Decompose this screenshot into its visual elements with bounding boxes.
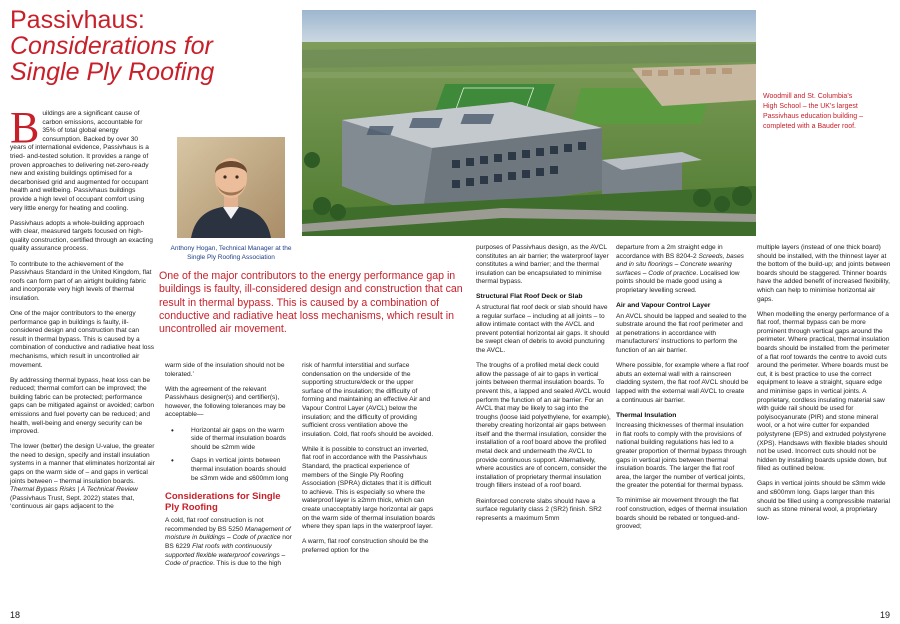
paragraph: Where possible, for example where a flat roof abuts an external wall with a rainscreen cladding system, the flat roof AVCL should be lapped with the external wall AVCL to create a continuous air barrier. <box>616 362 749 404</box>
paragraph <box>616 244 749 296</box>
list-item: • Horizontal air gaps on the warm side of thermal insulation boards should be ≤2mm wide <box>165 427 293 453</box>
subheading: Thermal Insulation <box>616 411 677 419</box>
paragraph: With the agreement of the relevant Passivhaus designer(s) and certifier(s), however, the following tolerances may be acceptable— <box>165 385 286 419</box>
paragraph <box>165 517 293 569</box>
text-run: . Localised low points should be made good using a proprietary levelling screed. <box>616 269 740 294</box>
subheading: Air and Vapour Control Layer <box>616 302 711 310</box>
list-item: • Gaps in vertical joints between thermal insulation boards should be ≤3mm wide and ≤600mm long <box>165 457 293 483</box>
column-3 <box>302 362 436 562</box>
drop-cap: B <box>10 103 40 152</box>
text-run: (Passivhaus Trust, Sept. 2022) states that, ‘continuous air gaps adjacent to the <box>10 494 135 511</box>
text-run: nor BS 6229 <box>165 534 292 550</box>
paragraph: multiple layers (instead of one thick board) should be installed, with the thinnest layer at the bottom of the build-up; and joints between boards should be staggered. Thinner boards have the added benefit of increased flexibility, which can help to minimise horizontal air gaps. <box>757 244 891 303</box>
article-title <box>10 8 300 85</box>
paragraph: Increasing thicknesses of thermal insulation in flat roofs to comply with the provisions of national building regulations has led to a greater proportion of thermal bypass through gaps in vertical joints between thermal insulation boards. The larger the flat roof area, the larger the number of vertical joints, the greater the potential for thermal bypass. <box>616 422 747 490</box>
paragraph: While it is possible to construct an inverted, flat roof in accordance with the Passivhaus Standard, the practical experience of members of the Single Ply Roofing Association (SPRA) dictates that it is difficult to achieve. This is especially so where the waterproof layer is ≥2mm thick, which can create unacceptably large horizontal air gaps on the warm side of thermal insulation boards where they span laps in the waterproof layer. <box>302 445 436 531</box>
paragraph: To minimise air movement through the flat roof construction, edges of thermal insulation boards should be rebated or tongued-and-grooved; <box>616 497 748 531</box>
paragraph: purposes of Passivhaus design, as the AVCL constitutes an air barrier; the waterproof layer constitutes a wind barrier; and the thermal insulation can be encapsulated to minimise thermal bypass. <box>476 244 609 286</box>
column-2 <box>165 362 293 575</box>
pull-quote: One of the major contributors to the energy performance gap in buildings is faulty, ill-considered design and construction that can result in thermal bypass. This is caused by a combination of conductive and radiative heat loss mechanisms, which result in uncontrolled air movement. <box>159 270 463 336</box>
paragraph: When modelling the energy performance of a flat roof, thermal bypass can be more prominent through vertical gaps around the perimeter. Where practical, thermal insulation boards should be installed from the perimeter of a flat roof towards the centre to avoid cuts around the perimeter. Where boards must be cut, it is best practice to use the correct equipment to leave a straight, square edge and minimise gaps in vertical joints. A proprietary, cordless insulating material saw with guide rail should be used for polyisocyanurate (PIR) and stone mineral wool, or a hot wire cutter for expanded polystyrene (EPS) and extruded polystyrene (XPS). Handsaws with flexible blades should not be used. Incorrect cuts should not be hidden by installing boards upside down, but filled as outlined below. <box>757 310 890 473</box>
text-run: The lower (better) the design U-value, the greater the need to design, specify and install insulation systems in a manner that eliminates horizontal air gaps on the warm side of – and gaps in vertical joints between – thermal insulation boards. <box>10 443 155 485</box>
paragraph: Passivhaus adopts a whole-building approach with clear, measured targets focused on high-quality construction, certified through an exacting quality assurance process. <box>10 219 153 253</box>
title-line-1: Passivhaus: <box>10 6 145 34</box>
paragraph: Gaps in vertical joints should be ≤3mm wide and ≤600mm long. Gaps larger than this should be filled using a compressible material such as stone mineral wool, a proprietary low- <box>757 480 891 522</box>
paragraph: warm side of the insulation should not be tolerated.’ <box>165 362 285 378</box>
paragraph: To contribute to the achievement of the Passivhaus Standard in the United Kingdom, flat roofs can form part of an airtight building fabric and incorporate very high levels of thermal insulation. <box>10 260 152 302</box>
photo-caption: Woodmill and St. Columbia’s High School – the UK’s largest Passivhaus education building – completed with a Bauder roof. <box>763 93 864 130</box>
paragraph: An AVCL should be lapped and sealed to the substrate around the flat roof perimeter and at penetrations in accordance with manufacturers’ instructions to perform the function of an air barrier. <box>616 312 747 355</box>
paragraph: The troughs of a profiled metal deck could allow the passage of air to gaps in vertical joints between thermal insulation boards. To prevent this, a lapped and sealed AVCL would perform the function of an air barrier. For an AVCL that may be likely to sag into the troughs (loose laid polyethylene, for example), thereby creating horizontal air gaps between itself and the thermal insulation, consider the installation of a roof board above the profiled metal deck and underneath the AVCL to provide continuous support. Alternatively, where acoustics are of concern, consider the installation of proprietary thermal insulation trough fillers instead of a roof board. <box>476 362 611 490</box>
text-run: A cold, flat roof construction is not recommended by BS 5250 <box>165 517 264 533</box>
section-heading: Considerations for Single Ply Roofing <box>165 491 281 514</box>
tolerance-list <box>165 427 293 484</box>
portrait-caption: Anthony Hogan, Technical Manager at the Single Ply Roofing Association <box>170 245 292 261</box>
paragraph <box>10 443 155 512</box>
page-number-right: 19 <box>879 610 890 620</box>
title-line-3: Single Ply Roofing <box>10 57 215 86</box>
citation-title: Management of moisture in buildings – Code of practice <box>165 525 291 542</box>
paragraph: A structural flat roof deck or slab should have a regular surface – including at all joints – to allow intimate contact with the AVCL and prevent potential horizontal air gaps. It should be swept clean of debris to avoid puncturing the AVCL. <box>476 304 610 355</box>
column-5 <box>616 244 749 538</box>
citation-title: Screeds, bases and in situ floorings – Concrete wearing surfaces – Code of practice <box>616 252 744 277</box>
intro-text: uildings are a significant cause of carbon emissions, accountable for 35% of total global energy consumption. Backed by over 30 years of international evidence, Passivhaus is a tried- and-tested solution. It provides a range of proven approaches to delivering net-zero-ready new and existing buildings optimised for a decarbonised grid and augmented for occupant health and wellbeing. Passivhaus buildings provide a high level of occupant comfort using very little energy for heating and cooling. <box>10 110 149 212</box>
column-1 <box>10 103 155 519</box>
title-line-2: Considerations for <box>10 31 213 60</box>
paragraph: risk of harmful interstitial and surface condensation on the underside of the supporting structure/deck or the upper surface of the insulation; the difficulty of forming and maintaining an effective Air and Vapour Control Layer (AVCL) below the insulation; and the difficulty of providing sufficient cross ventilation above the insulation. Cold, flat roofs should be avoided. <box>302 362 434 438</box>
paragraph: One of the major contributors to the energy performance gap in buildings is faulty, ill-considered design and construction that can result in thermal bypass. This is caused by a combination of conductive and radiative heat loss mechanisms, which result in uncontrolled air movement. <box>10 309 155 369</box>
citation-title: Flat roofs with continuously supported flexible waterproof coverings – Code of practice <box>165 542 286 568</box>
paragraph: Reinforced concrete slabs should have a surface regularity class 2 (SR2) finish. SR2 represents a maximum 5mm <box>476 497 602 522</box>
paragraph: A warm, flat roof construction should be the preferred option for the <box>302 538 429 554</box>
citation-title: Thermal Bypass Risks | A Technical Review <box>10 486 138 494</box>
paragraph: By addressing thermal bypass, heat loss can be reduced; thermal comfort can be improved; the building fabric can be protected; performance gaps can be mitigated against or avoided; carbon emissions and fuel poverty can be reduced; and health, well-being and energy security can be improved. <box>10 376 155 436</box>
portrait-photo <box>177 137 285 238</box>
text-run: departure from a 2m straight edge in accordance with BS 8204-2 <box>616 244 723 260</box>
column-4 <box>476 244 611 530</box>
column-6 <box>757 244 891 530</box>
text-run: . This is due to the high <box>213 560 282 568</box>
subheading: Structural Flat Roof Deck or Slab <box>476 293 583 301</box>
intro-paragraph <box>10 103 155 213</box>
page-number-left: 18 <box>10 610 21 620</box>
